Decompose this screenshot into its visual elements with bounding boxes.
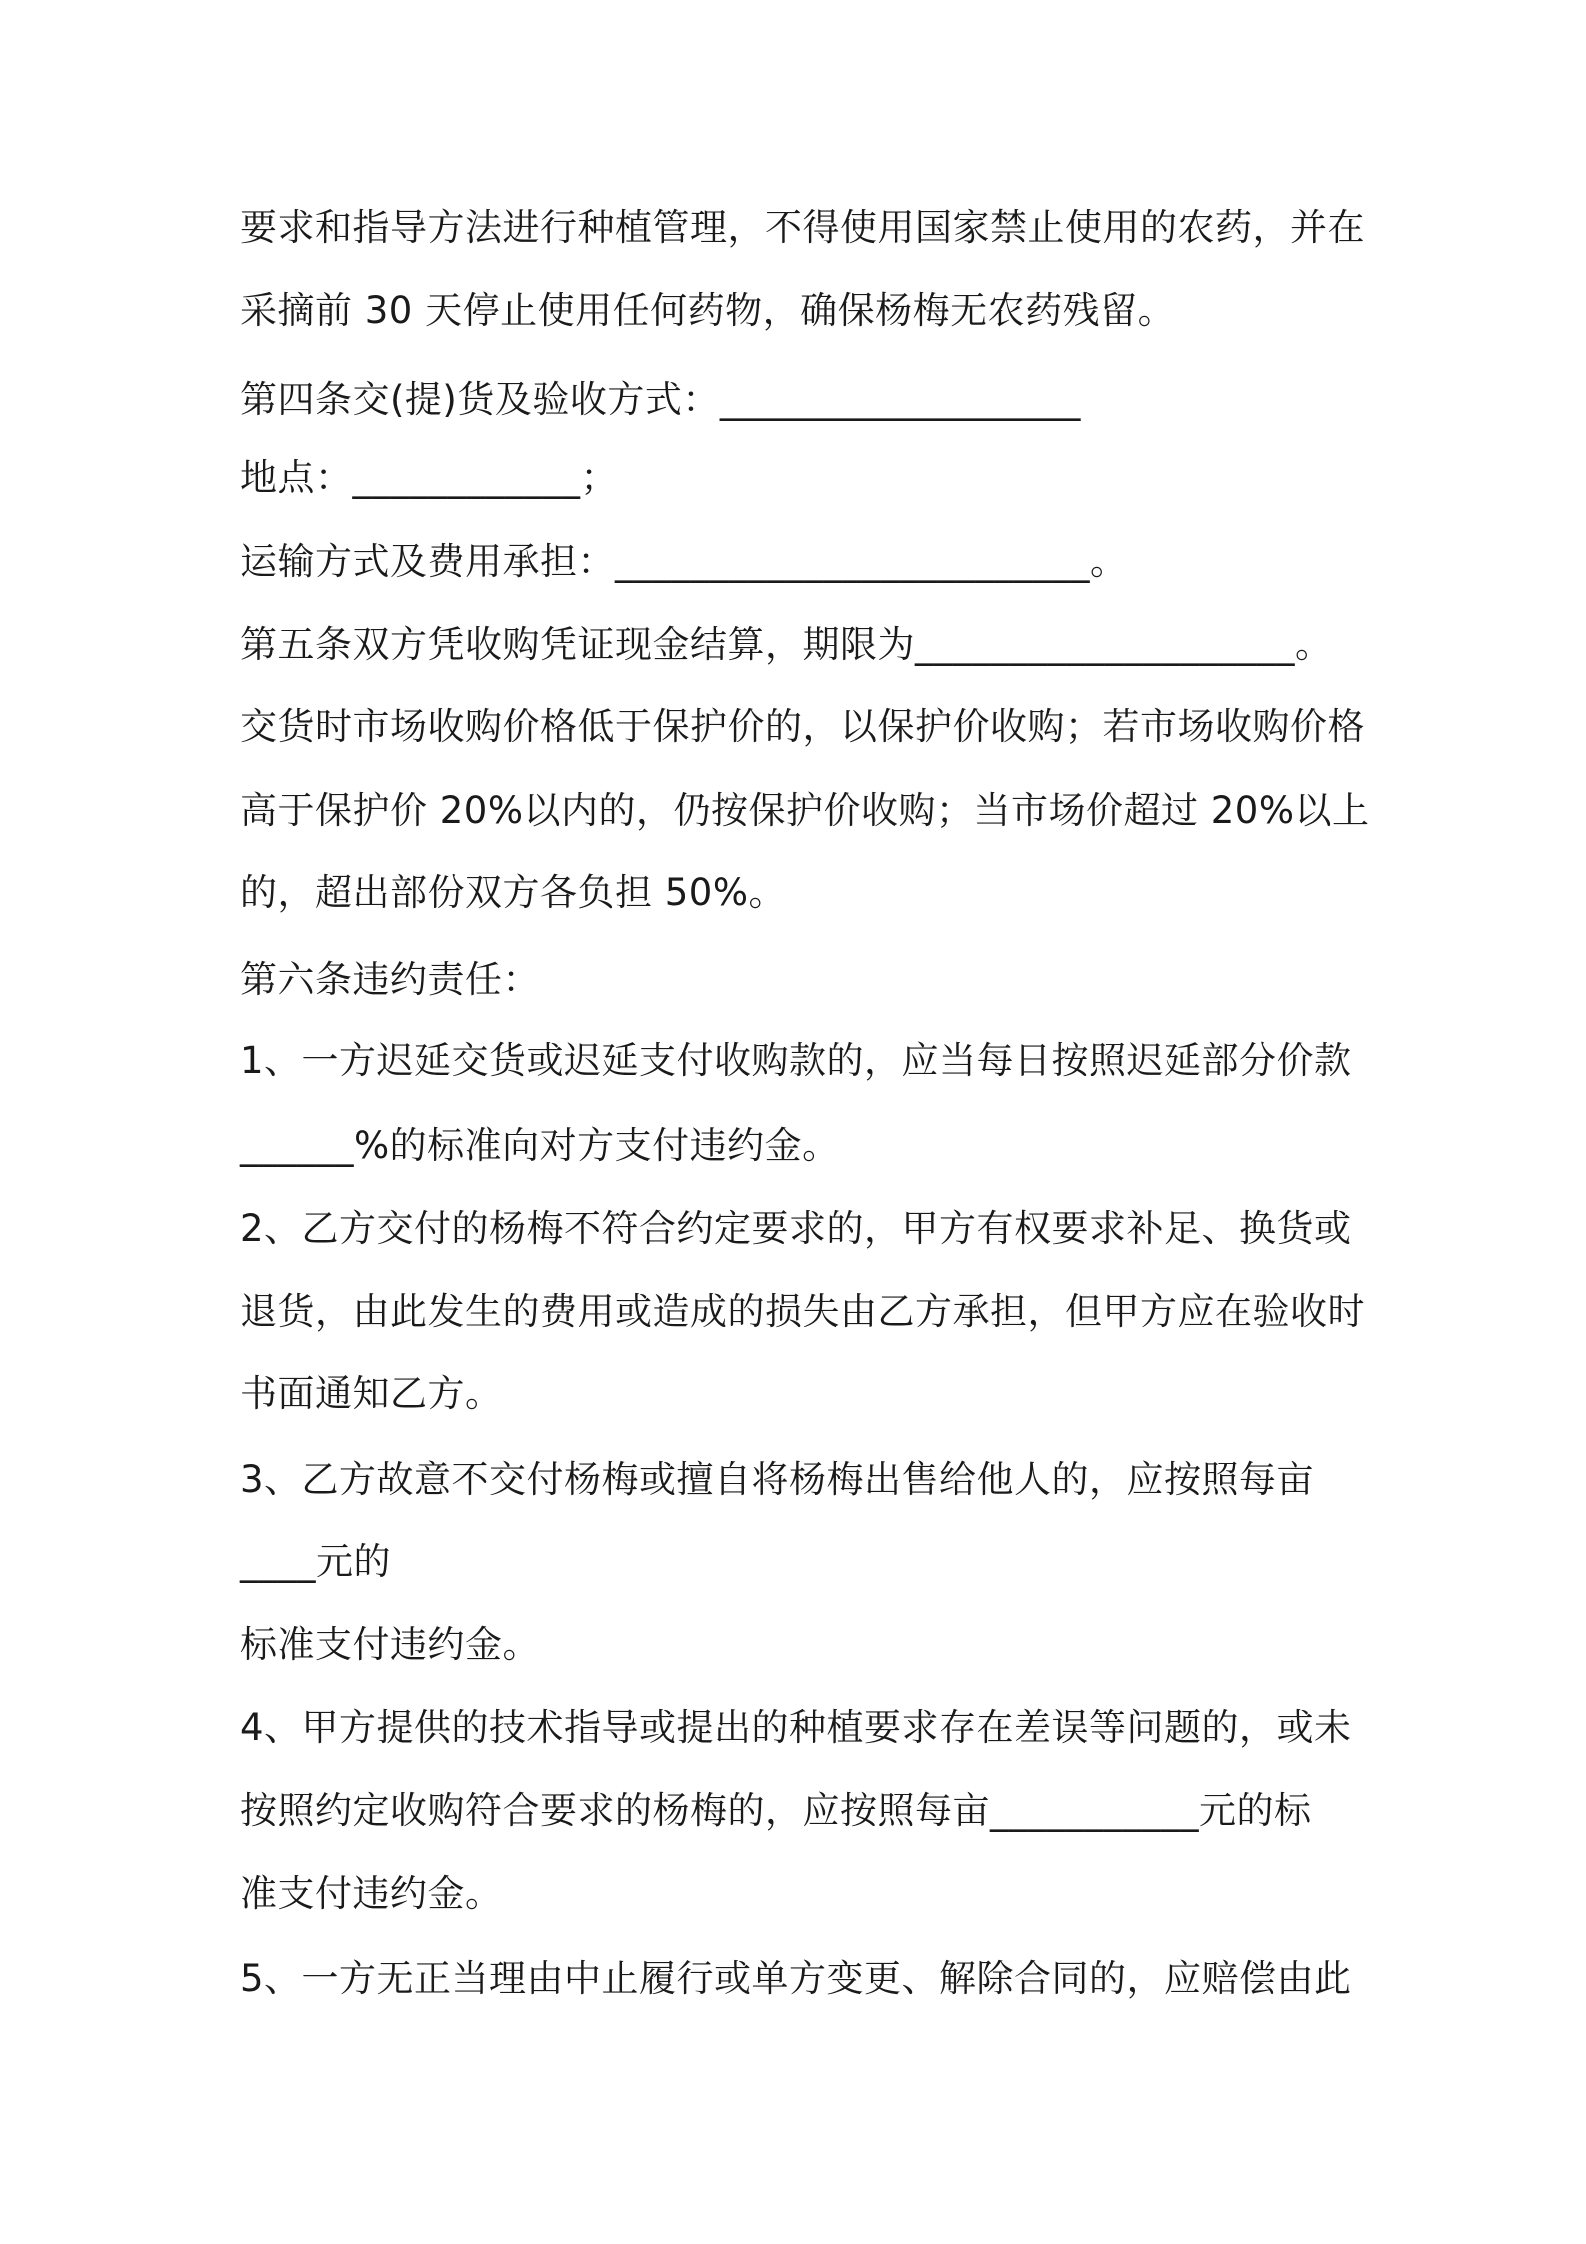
text-line: 采摘前 30 天停止使用任何药物，确保杨梅无农药残留。 bbox=[240, 289, 1176, 332]
text-line: 按照约定收购符合要求的杨梅的，应按照每亩___________元的标 bbox=[240, 1789, 1312, 1832]
text-line: 退货，由此发生的费用或造成的损失由乙方承担，但甲方应在验收时 bbox=[240, 1290, 1365, 1333]
text-line: 高于保护价 20%以内的，仍按保护价收购；当市场价超过 20%以上 bbox=[240, 789, 1370, 832]
item-3: 3、乙方故意不交付杨梅或擅自将杨梅出售给他人的，应按照每亩 bbox=[240, 1458, 1315, 1501]
clause-4-delivery-method: 第四条交(提)货及验收方式：___________________ bbox=[240, 378, 1081, 421]
text-line: 书面通知乙方。 bbox=[240, 1372, 503, 1415]
item-5: 5、一方无正当理由中止履行或单方变更、解除合同的，应赔偿由此 bbox=[240, 1957, 1352, 2000]
clause-6-heading: 第六条违约责任： bbox=[240, 958, 540, 1001]
clause-5-settlement: 第五条双方凭收购凭证现金结算，期限为____________________。 bbox=[240, 623, 1333, 666]
text-line: 的，超出部份双方各负担 50%。 bbox=[240, 871, 786, 914]
item-2: 2、乙方交付的杨梅不符合约定要求的，甲方有权要求补足、换货或 bbox=[240, 1207, 1352, 1250]
item-1: 1、一方迟延交货或迟延支付收购款的，应当每日按照迟延部分价款 bbox=[240, 1039, 1352, 1082]
delivery-location: 地点：____________； bbox=[240, 456, 618, 499]
text-line: 标准支付违约金。 bbox=[240, 1623, 540, 1666]
transport-cost: 运输方式及费用承担：_________________________。 bbox=[240, 540, 1128, 583]
item-4: 4、甲方提供的技术指导或提出的种植要求存在差误等问题的，或未 bbox=[240, 1706, 1352, 1749]
text-line: 要求和指导方法进行种植管理，不得使用国家禁止使用的农药，并在 bbox=[240, 206, 1365, 249]
text-line: 交货时市场收购价格低于保护价的，以保护价收购；若市场收购价格 bbox=[240, 705, 1365, 748]
text-line: ______%的标准向对方支付违约金。 bbox=[240, 1124, 840, 1167]
text-line: 准支付违约金。 bbox=[240, 1872, 503, 1915]
text-line: ____元的 bbox=[240, 1540, 391, 1583]
